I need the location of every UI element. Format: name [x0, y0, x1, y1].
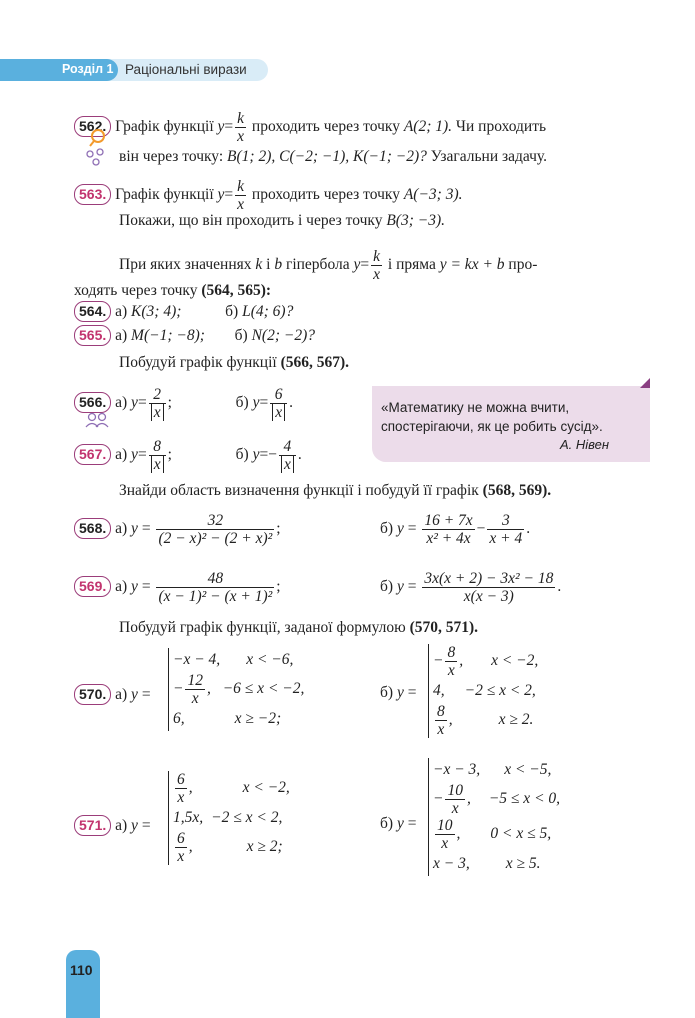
- group-work-icon: [84, 412, 110, 428]
- problem-number: 563.: [74, 184, 111, 205]
- problem-571-label: 571. а) y =: [74, 815, 151, 836]
- problem-570-a-system: −x − 4, x < −6, − $\frac{12}{x}$ , −6 ≤ x < −2, 6, x ≥ −2;: [168, 648, 304, 731]
- problem-number: 568.: [74, 518, 111, 539]
- question-line2: ходять через точку (564, 565):: [74, 282, 272, 299]
- problem-571-b-system: −x − 3, x < −5, − $\frac{10}{x}$ , −5 ≤ x < 0, $\frac{10}{x}$ , 0 < x ≤ 5, x − 3, x ≥ 5.: [428, 758, 560, 876]
- problem-562-line2: він через точку: B(1; 2), C(−2; −1), K(−1; −2)? Узагальни задачу.: [119, 148, 548, 165]
- problem-563-line2: Покажи, що він проходить і через точку B(3; −3).: [119, 212, 445, 229]
- fraction: $\frac{k}{x}$: [373, 248, 381, 283]
- problem-569-b: б) y = $\frac{\text{3x(x + 2) − 3x² − 18}}{x(x - 3)}$ .: [380, 570, 562, 605]
- fraction: $\frac{16 + 7x}{\text{x² + 4x}}$: [424, 512, 473, 547]
- problem-number: 564.: [74, 301, 111, 322]
- chapter-label: Розділ 1: [62, 62, 114, 76]
- fraction: $\frac{k}{x}$: [237, 178, 245, 213]
- problem-number: 565.: [74, 325, 111, 346]
- problem-566: 566. а) y= $\frac{2}{x}$ ; б) y= $\frac{6}{x}$ .: [74, 386, 293, 421]
- instruction-build-1: Побудуй графік функції (566, 567).: [119, 354, 350, 371]
- problem-number: 569.: [74, 576, 111, 597]
- problem-571-a-system: $\frac{6}{x}$ , x < −2, 1,5x, −2 ≤ x < 2, $\frac{6}{x}$ , x ≥ 2;: [168, 771, 290, 865]
- quote-corner-mark: [640, 378, 650, 388]
- fraction: $\frac{k}{x}$: [237, 110, 245, 145]
- problem-570-b-system: − $\frac{8}{x}$ , x < −2, 4, −2 ≤ x < 2, $\frac{8}{x}$ , x ≥ 2.: [428, 644, 538, 738]
- problem-563-line1: 563. Графік функції y= $\frac{k}{x}$ проходить через точку A(−3; 3).: [74, 178, 463, 213]
- chapter-title: Раціональні вирази: [125, 62, 247, 77]
- fraction: $\frac{4}{x}$: [279, 438, 296, 473]
- instruction-build-2: Побудуй графік функції, заданої формулою (570, 571).: [119, 619, 479, 636]
- page-number: 110: [70, 962, 93, 978]
- instruction-domain: Знайди область визначення функції і побудуй її графік (568, 569).: [119, 482, 552, 499]
- problem-number: 571.: [74, 815, 111, 836]
- problem-562-line1: 562. Графік функції y= $\frac{k}{x}$ проходить через точку A(2; 1). Чи проходить: [74, 110, 546, 145]
- question-line1: При яких значеннях k і b гіпербола y= $\frac{k}{x}$ і пряма y = kx + b про-: [119, 248, 538, 283]
- problem-564: 564. а) K(3; 4); б) L(4; 6)?: [74, 301, 293, 323]
- fraction: $\frac{3}{x + 4}$: [489, 512, 523, 547]
- fraction: $\frac{2}{x}$: [149, 386, 166, 421]
- fraction: $\frac{6}{x}$: [270, 386, 287, 421]
- hint-search-icon: [84, 128, 110, 168]
- problem-568-a: 568. а) y = $\frac{32}{\text{(2 − x)² − (2 + x)²}}$ ;: [74, 512, 281, 547]
- page-number-tab: [66, 950, 100, 1018]
- problem-569-a: 569. а) y = $\frac{48}{\text{(x − 1)² − (x + 1)²}}$ ;: [74, 570, 281, 605]
- problem-number: 570.: [74, 684, 111, 705]
- problem-571-b-label: б) y =: [380, 815, 417, 832]
- fraction: $\frac{\text{3x(x + 2) − 3x² − 18}}{x(x - 3)}$: [424, 570, 554, 605]
- problem-568-b: б) y = $\frac{16 + 7x}{\text{x² + 4x}}$ − $\frac{3}{x + 4}$ .: [380, 512, 531, 547]
- problem-565: 565. а) M(−1; −8); б) N(2; −2)?: [74, 325, 315, 347]
- problem-570-b-label: б) y =: [380, 684, 417, 701]
- problem-567: 567. а) y= $\frac{8}{x}$ ; б) y=− $\frac{4}{x}$ .: [74, 438, 302, 473]
- fraction: $\frac{32}{\text{(2 − x)² − (2 + x)²}}$: [158, 512, 273, 547]
- problem-number: 566.: [74, 392, 111, 413]
- problem-number: 562.: [74, 116, 111, 137]
- fraction: $\frac{8}{x}$: [149, 438, 166, 473]
- problem-570-label: 570. а) y =: [74, 684, 151, 705]
- quote-text: «Математику не можна вчити, спостерігаючи, як це робить сусід».: [381, 400, 603, 434]
- fraction: $\frac{48}{\text{(x − 1)² − (x + 1)²}}$: [158, 570, 273, 605]
- problem-number: 567.: [74, 444, 111, 465]
- quote-author: А. Нівен: [560, 437, 610, 452]
